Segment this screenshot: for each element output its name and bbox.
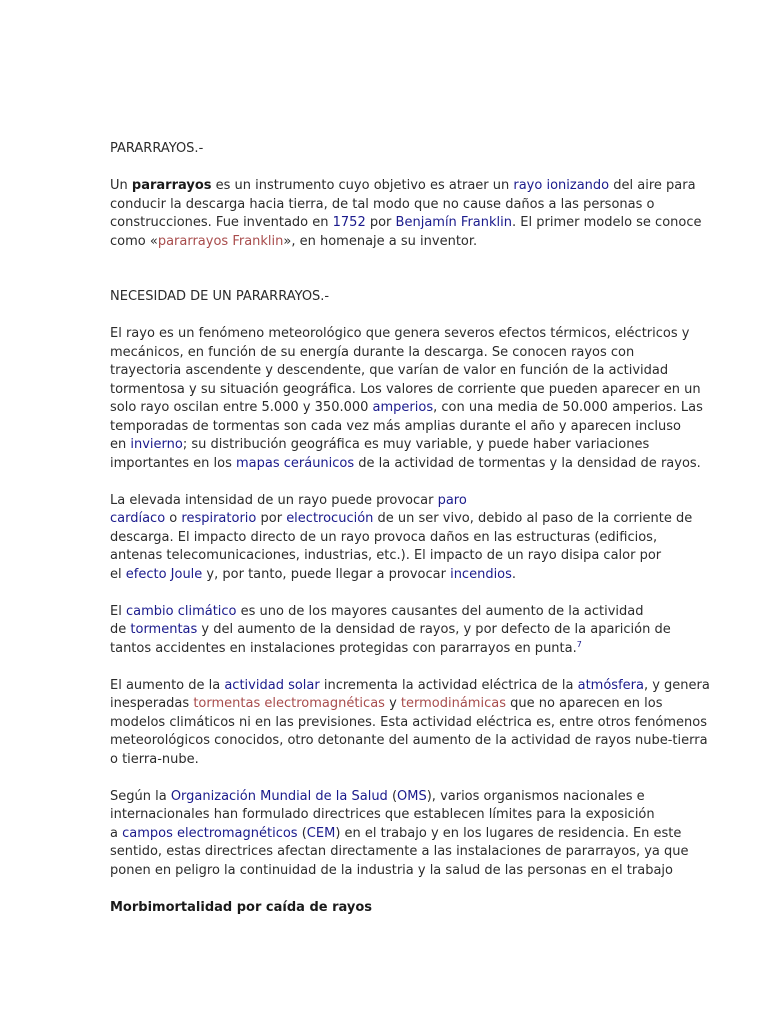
paragraph-rayo: El rayo es un fenómeno meteorológico que genera severos efectos térmicos, eléctricos y mecánicos, en función de su energía durante la descarga. Se conocen rayos con trayectoria ascendente y descendente, que varían de valor en función de la actividad tormentosa y su situación geográfica. Los valores de corriente que pueden aparecer en un solo rayo oscilan entre 5.000 y 350.000 amperios, con una media de 50.000 amperios. Las temporadas de tormentas son cada vez más amplias durante el año y aparecen incluso en invierno; su distribución geográfica es muy variable, y puede haber variaciones importantes en los mapas ceráunicos de la actividad de tormentas y la densidad de rayos. xyxy=(110,326,703,471)
section-title-necesidad: NECESIDAD DE UN PARARRAYOS.- xyxy=(110,289,330,304)
link-efecto-joule[interactable]: efecto Joule xyxy=(125,566,203,582)
link-rayo-ionizando[interactable]: rayo ionizando xyxy=(513,178,610,193)
link-campos-electromagneticos[interactable]: campos electromagnéticos xyxy=(122,825,298,841)
link-incendios[interactable]: incendios xyxy=(450,566,512,582)
link-cem[interactable]: CEM xyxy=(306,825,336,841)
link-invierno[interactable]: invierno xyxy=(130,437,183,452)
link-amperios[interactable]: amperios xyxy=(372,400,434,415)
link-oms-full[interactable]: Organización Mundial de la Salud xyxy=(170,788,388,804)
link-paro[interactable]: paro xyxy=(437,492,467,508)
link-oms[interactable]: OMS xyxy=(397,788,427,804)
link-actividad-solar[interactable]: actividad solar xyxy=(224,677,320,693)
link-tormentas[interactable]: tormentas xyxy=(130,622,198,637)
link-1752[interactable]: 1752 xyxy=(332,215,366,230)
section-title-morbimortalidad: Morbimortalidad por caída de rayos xyxy=(110,899,373,915)
paragraph-intensidad: La elevada intensidad de un rayo puede provocar paro cardíaco o respiratorio por electrocución de un ser vivo, debido al paso de la corriente de descarga. El impacto directo de un rayo provoca daños en las estructuras (edificios, antenas telecomunicaciones, industrias, etc.). El impacto de un rayo disipa calor por el efecto Joule y, por tanto, puede llegar a provocar incendios. xyxy=(110,492,693,582)
link-tormentas-electromagneticas[interactable]: tormentas electromagnéticas xyxy=(193,696,385,711)
link-pararrayos-franklin[interactable]: pararrayos Franklin xyxy=(157,233,284,249)
link-cardiaco[interactable]: cardíaco xyxy=(110,511,166,526)
link-atmosfera[interactable]: atmósfera xyxy=(577,677,644,693)
link-benjamin-franklin[interactable]: Benjamín Franklin xyxy=(395,215,513,230)
paragraph-oms: Según la Organización Mundial de la Salud (OMS), varios organismos nacionales e internacionales han formulado directrices que establecen límites para la exposición a campos electromagnéticos (CEM) en el trabajo y en los lugares de residencia. En este sentido, estas directrices afectan directamente a las instalaciones de pararrayos, ya que ponen en peligro la continuidad de la industria y la salud de las personas en el trabajo xyxy=(110,788,689,878)
link-cambio-climatico[interactable]: cambio climático xyxy=(125,603,237,619)
footnote-ref-7[interactable]: 7 xyxy=(576,639,582,649)
term-pararrayos: pararrayos xyxy=(131,178,212,193)
link-electrocucion[interactable]: electrocución xyxy=(286,511,374,526)
paragraph-cambio-climatico: El cambio climático es uno de los mayores causantes del aumento de la actividad de tormentas y del aumento de la densidad de rayos, y por defecto de la aparición de tantos accidentes en instalaciones protegidas con pararrayos en punta.$^7$ xyxy=(110,603,671,656)
paragraph-actividad-solar: El aumento de la actividad solar incrementa la actividad eléctrica de la atmósfera, y genera inesperadas tormentas electromagnéticas y termodinámicas que no aparecen en los modelos climáticos ni en las previsiones. Esta actividad eléctrica es, entre otros fenómenos meteorológicos conocidos, otro detonante del aumento de la actividad de rayos nube-tierra o tierra-nube. xyxy=(110,677,710,767)
link-respiratorio[interactable]: respiratorio xyxy=(181,511,257,526)
paragraph-intro: Un pararrayos es un instrumento cuyo objetivo es atraer un rayo ionizando del aire para conducir la descarga hacia tierra, de tal modo que no cause daños a las personas o construcciones. Fue inventado en 1752 por Benjamín Franklin. El primer modelo se conoce como «pararrayos Franklin», en homenaje a su inventor. xyxy=(110,178,702,249)
link-termodinamicas[interactable]: termodinámicas xyxy=(400,696,506,711)
document-page xyxy=(110,140,710,917)
link-mapas-ceraunicos[interactable]: mapas ceráunicos xyxy=(235,455,355,471)
section-title-pararrayos: PARARRAYOS.- xyxy=(110,141,204,156)
